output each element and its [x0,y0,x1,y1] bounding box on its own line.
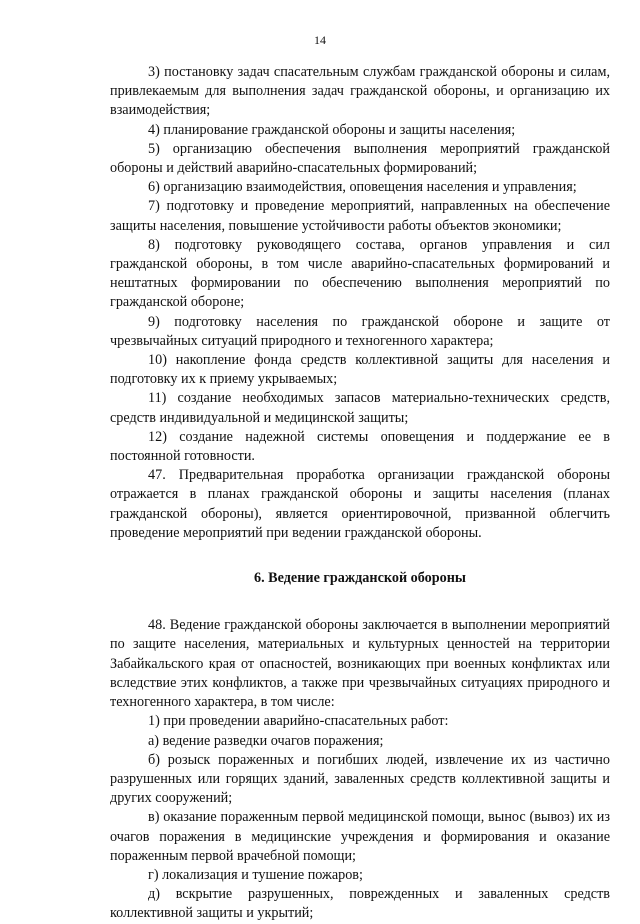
page-number: 14 [314,33,326,47]
paragraph-item-4: 4) планирование гражданской обороны и защиты населения; [148,121,516,138]
paragraph-item-11: 11) создание необходимых запасов материально-технических средств, средств индивидуальной и медицинской защиты; [110,390,610,426]
paragraph-item-8: 8) подготовку руководящего состава, органов управления и сил гражданской обороны, в том числе аварийно-спасательных формирований и нештатных формировании по обеспечению выполнения мероприятий по гражданской обороне; [110,236,610,311]
paragraph-item-7: 7) подготовку и проведение мероприятий, направленных на обеспечение защиты населения, повышение устойчивости работы объектов экономики; [110,198,610,234]
paragraph-item-12: 12) создание надежной системы оповещения и поддержание ее в постоянной готовности. [110,428,610,465]
paragraph-subitem-g: г) локализация и тушение пожаров; [148,866,363,883]
paragraph-item-6: 6) организацию взаимодействия, оповещения населения и управления; [148,179,577,196]
paragraph-subitem-a: а) ведение разведки очагов поражения; [148,732,384,749]
paragraph-item-10: 10) накопление фонда средств коллективной защиты для населения и подготовку их к приему укрываемых; [110,352,610,388]
section-heading: 6. Ведение гражданской обороны [253,570,466,587]
paragraph-clause-48: 48. Ведение гражданской обороны заключается в выполнении мероприятий по защите населения, материальных и культурных ценностей на территории Забайкальского края от опасностей, возникающих при военных конфликтах или вследствие этих конфликтов, а также при чрезвычайных ситуациях природного и техногенного характера, в том числе: [110,617,610,711]
paragraph-subitem-v: в) оказание пораженным первой медицинской помощи, вынос (вывоз) их из очагов поражения в медицинские учреждения и формирования и оказание пораженным первой врачебной помощи; [110,809,610,864]
paragraph-clause-47: 47. Предварительная проработка организации гражданской обороны отражается в планах гражданской обороны и защиты населения (планах гражданской обороны), является ориентировочной, призванной облегчить проведение мероприятий при ведении гражданской обороны. [110,467,610,541]
paragraph-item-9: 9) подготовку населения по гражданской обороне и защите от чрезвычайных ситуаций природного и техногенного характера; [110,313,610,349]
paragraph-subitem-d: д) вскрытие разрушенных, поврежденных и заваленных средств коллективной защиты и укрытий; [110,886,610,922]
paragraph-item-3: 3) постановку задач спасательным службам гражданской обороны и силам, привлекаемым для выполнения задач гражданской обороны, и организацию их взаимодействия; [110,64,610,119]
paragraph-subitem-b: б) розыск пораженных и погибших людей, извлечение их из частично разрушенных или горящих зданий, заваленных средств коллективной защиты и других сооружений; [110,751,610,807]
paragraph-subitem-1: 1) при проведении аварийно-спасательных работ: [148,713,449,730]
paragraph-item-5: 5) организацию обеспечения выполнения мероприятий гражданской обороны и действий аварийно-спасательных формирований; [110,140,610,177]
document-body [110,63,610,924]
